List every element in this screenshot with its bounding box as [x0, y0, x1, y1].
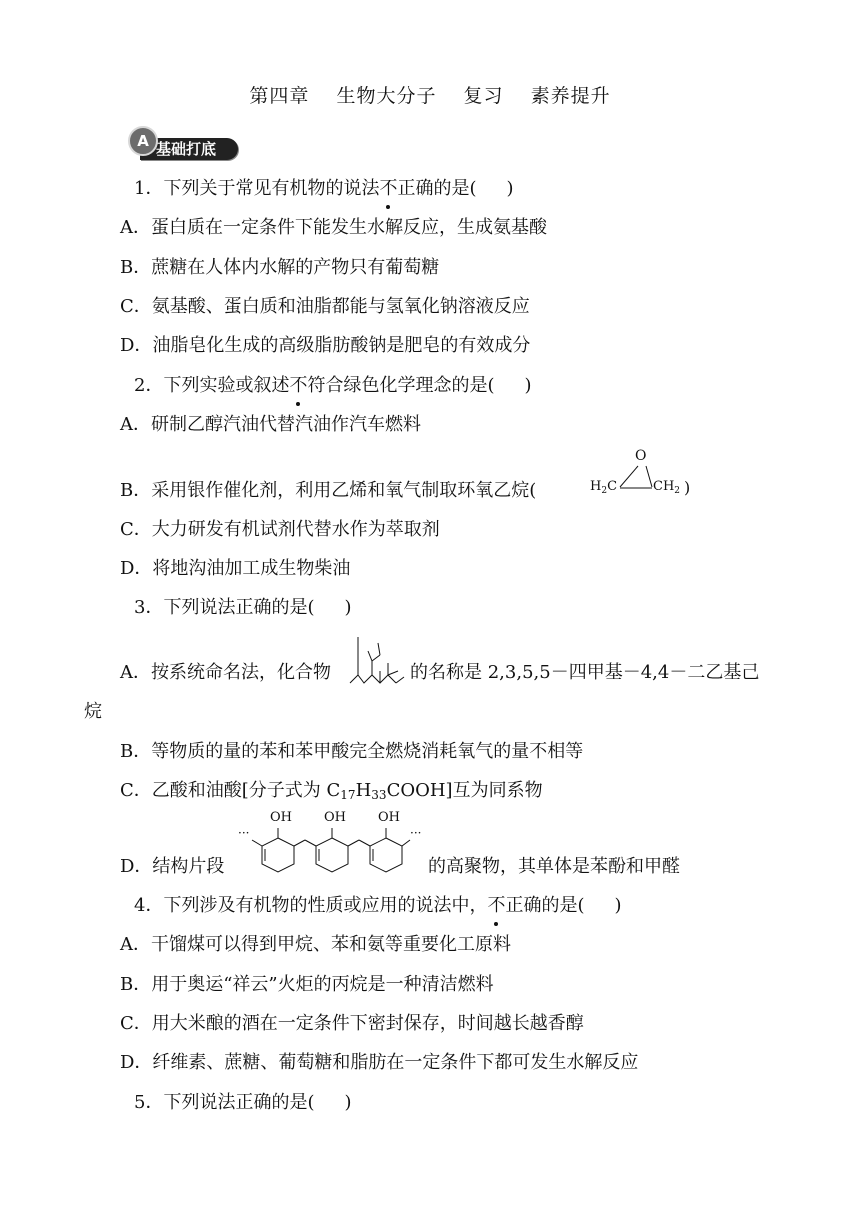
q2-option-b: B．采用银作催化剂，利用乙烯和氧气制取环氧乙烷( — [120, 480, 537, 501]
q3-option-b: B．等物质的量的苯和苯甲酸完全燃烧消耗氧气的量不相等 — [120, 741, 584, 762]
q1-emph: 不 — [379, 178, 398, 199]
title-topic: 生物大分子 — [336, 85, 437, 107]
q1-option-a: A．蛋白质在一定条件下能发生水解反应，生成氨基酸 — [120, 217, 547, 238]
q2-close: ) — [524, 375, 532, 396]
q1-option-c: C．氨基酸、蛋白质和油脂都能与氢氧化钠溶液反应 — [120, 296, 530, 317]
q1-option-b: B．蔗糖在人体内水解的产物只有葡萄糖 — [120, 257, 440, 278]
q2-option-d: D．将地沟油加工成生物柴油 — [120, 558, 351, 579]
q4-option-c: C．用大米酿的酒在一定条件下密封保存，时间越长越香醇 — [120, 1013, 584, 1034]
q3-stem — [134, 596, 352, 620]
q4-option-d: D．纤维素、蔗糖、葡萄糖和脂肪在一定条件下都可发生水解反应 — [120, 1052, 639, 1073]
section-badge — [122, 124, 240, 164]
polymer-dots-left: ··· — [238, 826, 250, 840]
epoxide-left: $H_2C$ — [590, 479, 618, 496]
q2-stem-post: 符合绿色化学理念的是( — [307, 375, 495, 396]
page-title — [0, 84, 860, 108]
q2-b-close: ) — [684, 478, 691, 497]
q4-close: ) — [614, 895, 622, 916]
q1-option-d: D．油脂皂化生成的高级脂肪酸钠是肥皂的有效成分 — [120, 335, 531, 356]
badge-label: 基础打底 — [156, 140, 217, 158]
q4-stem-pre: 4．下列涉及有机物的性质或应用的说法中， — [134, 895, 488, 916]
q3-option-d-post: 的高聚物，其单体是苯酚和甲醛 — [428, 856, 680, 877]
polymer-fragment-structure — [234, 808, 428, 880]
q2-emph: 不 — [289, 375, 308, 396]
q2-stem — [134, 374, 532, 398]
q5-stem-text: 5．下列说法正确的是( — [134, 1092, 315, 1113]
epoxide-right: $CH_2$ — [653, 479, 681, 496]
q1-stem-post: 正确的是( — [397, 178, 477, 199]
polymer-oh-2: OH — [324, 810, 346, 825]
polymer-oh-3: OH — [378, 810, 400, 825]
q2-option-a: A．研制乙醇汽油代替汽油作汽车燃料 — [120, 414, 421, 435]
skeletal-compound-structure — [348, 633, 410, 689]
q5-close: ) — [344, 1092, 352, 1113]
q4-option-b: B．用于奥运“祥云”火炬的丙烷是一种清洁燃料 — [120, 974, 494, 995]
title-review: 复习 — [463, 85, 504, 107]
title-chapter: 第四章 — [249, 85, 310, 107]
badge-letter-icon: A — [128, 126, 158, 156]
q4-stem-post: 正确的是( — [505, 895, 585, 916]
q1-close: ) — [506, 178, 514, 199]
q1-stem — [134, 177, 514, 201]
title-improve: 素养提升 — [530, 85, 611, 107]
q3-option-d-pre: D．结构片段 — [120, 856, 225, 877]
q2-option-c: C．大力研发有机试剂代替水作为萃取剂 — [120, 519, 440, 540]
q4-stem — [134, 894, 622, 918]
polymer-dots-right: ··· — [410, 826, 422, 840]
epoxide-structure — [582, 448, 692, 504]
q3-option-c: C．乙酸和油酸[分子式为 $C_{17}H_{33}COOH$]互为同系物 — [120, 780, 543, 802]
q4-emph: 不 — [487, 895, 506, 916]
q3-stem-text: 3．下列说法正确的是( — [134, 597, 315, 618]
q5-stem — [134, 1091, 352, 1115]
q3-option-a-wrap: 烷 — [84, 701, 102, 722]
q3-option-a-pre: A．按系统命名法，化合物 — [120, 662, 331, 683]
q1-stem-pre: 1．下列关于常见有机物的说法 — [134, 178, 380, 199]
q3-close: ) — [344, 597, 352, 618]
q3-option-a-post: 的名称是 2,3,5,5－四甲基－4,4－二乙基己 — [410, 662, 760, 683]
q4-option-a: A．干馏煤可以得到甲烷、苯和氨等重要化工原料 — [120, 934, 511, 955]
epoxide-o: O — [635, 448, 647, 464]
q2-stem-pre: 2．下列实验或叙述 — [134, 375, 290, 396]
polymer-oh-1: OH — [270, 810, 292, 825]
